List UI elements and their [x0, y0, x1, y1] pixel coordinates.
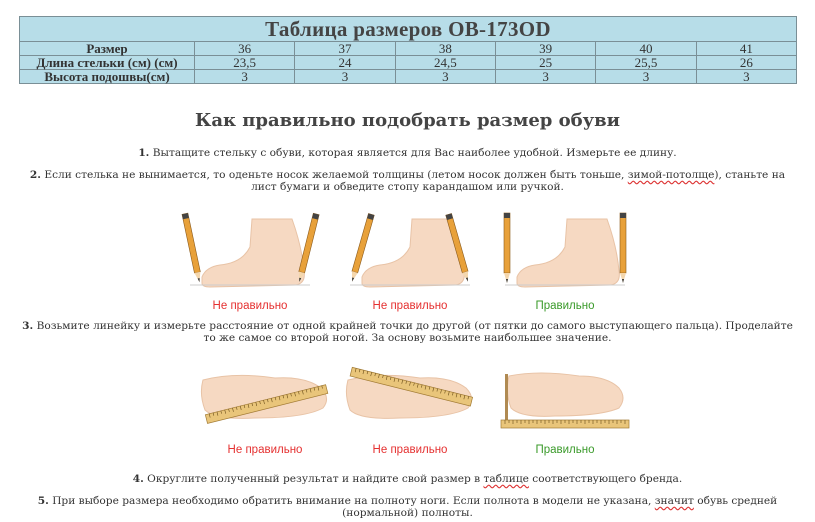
pencil-figure-wrong-2: [340, 207, 480, 312]
foot-ruler-tilted-up-icon: [195, 362, 335, 440]
ruler-figure-right: [495, 362, 635, 456]
table-title: Таблица размеров OB-173OD: [20, 17, 797, 42]
table-cell: 24: [295, 56, 395, 70]
table-row: [20, 42, 797, 56]
table-cell: 37: [295, 42, 395, 56]
spellcheck-word: зимой-потолще: [627, 169, 715, 181]
foot-pencil-inward-icon: [340, 207, 480, 297]
step-number: 1.: [138, 147, 150, 159]
caption-right: Правильно: [535, 444, 595, 456]
table-cell: 36: [195, 42, 295, 56]
row-label: Высота подошвы(см): [20, 70, 195, 84]
table-cell: 24,5: [395, 56, 495, 70]
pencil-figure-wrong-1: [180, 207, 320, 312]
table-cell: 3: [295, 70, 395, 84]
foot-ruler-tilted-down-icon: [340, 362, 480, 440]
step-5: [20, 495, 795, 519]
table-row: [20, 56, 797, 70]
step-3: [20, 320, 795, 344]
table-cell: 25: [495, 56, 595, 70]
table-cell: 41: [696, 42, 796, 56]
step-4: [20, 473, 795, 485]
step-text: ), станьте на лист бумаги и обведите стопу карандашом или ручкой.: [251, 169, 786, 193]
table-cell: 25,5: [596, 56, 696, 70]
table-title-row: [20, 17, 797, 42]
table-cell: 39: [495, 42, 595, 56]
step-text: Возьмите линейку и измерьте расстояние от одной крайней точки до другой (от пятки до самого выступающего пальца). Проделайте то же самое со второй ногой. За основу возьмите наибольшее значение.: [36, 320, 793, 344]
spellcheck-word: таблице: [483, 473, 529, 485]
ruler-figure-wrong-2: [340, 362, 480, 456]
table-cell: 3: [596, 70, 696, 84]
guide-heading: Как правильно подобрать размер обуви: [194, 110, 621, 131]
foot-ruler-straight-icon: [495, 362, 635, 440]
table-cell: 38: [395, 42, 495, 56]
table-row: [20, 70, 797, 84]
table-cell: 3: [395, 70, 495, 84]
step-text: соответствующего бренда.: [528, 473, 683, 485]
step-number: 3.: [22, 320, 34, 332]
caption-right: Правильно: [535, 300, 595, 312]
row-label: Размер: [20, 42, 195, 56]
table-cell: 26: [696, 56, 796, 70]
caption-wrong: Не правильно: [372, 300, 448, 312]
step-number: 4.: [132, 473, 144, 485]
table-cell: 3: [696, 70, 796, 84]
table-cell: 23,5: [195, 56, 295, 70]
step-number: 2.: [29, 169, 41, 181]
step-2: [20, 169, 795, 193]
step-text: Если стелька не вынимается, то оденьте носок желаемой толщины (летом носок должен быть тоньше,: [44, 169, 628, 181]
ruler-figure-wrong-1: [195, 362, 335, 456]
spellcheck-word: значит: [654, 495, 694, 507]
caption-wrong: Не правильно: [212, 300, 288, 312]
foot-pencil-vertical-icon: [495, 207, 635, 297]
size-table: [19, 16, 797, 84]
pencil-figure-right: [495, 207, 635, 312]
row-label: Длина стельки (см) (см): [20, 56, 195, 70]
table-cell: 3: [195, 70, 295, 84]
step-text: Округлите полученный результат и найдите свой размер в: [147, 473, 484, 485]
table-cell: 3: [495, 70, 595, 84]
foot-pencil-outward-icon: [180, 207, 320, 297]
step-text: обувь средней (нормальной) полноты.: [342, 495, 778, 519]
caption-wrong: Не правильно: [372, 444, 448, 456]
step-text: При выборе размера необходимо обратить внимание на полноту ноги. Если полнота в модели не указана,: [52, 495, 655, 507]
step-text: Вытащите стельку с обуви, которая является для Вас наиболее удобной. Измерьте ее длину.: [152, 147, 677, 159]
step-number: 5.: [37, 495, 49, 507]
caption-wrong: Не правильно: [227, 444, 303, 456]
step-1: [20, 147, 795, 159]
table-cell: 40: [596, 42, 696, 56]
